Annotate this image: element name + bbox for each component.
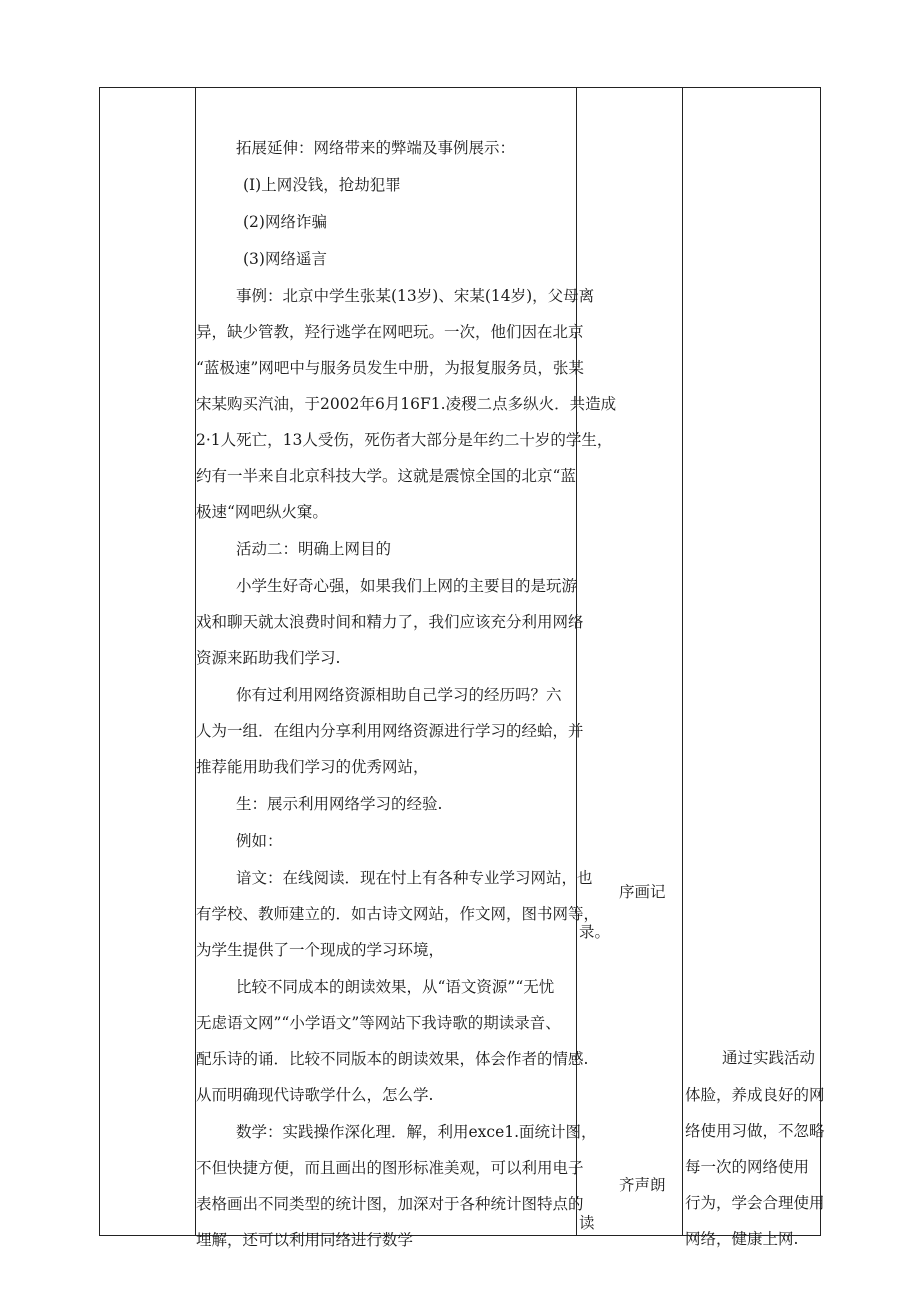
design-intent-line: 络使用习做，不忽略 (685, 1122, 825, 1140)
design-intent-line: 每一次的网络使用 (685, 1158, 810, 1176)
question-paragraph-line: 你有过利用网络资源相助自己学习的经历吗？六 (236, 686, 562, 704)
student-activity-text: 齐声朗 (619, 1176, 666, 1194)
purpose-paragraph-line: 戏和聊天就太浪费时间和精力了，我们应该充分利用网络 (196, 613, 584, 631)
math-example-line: 数学：实践操作深化理．解，利用exce1.面统计图， (236, 1123, 597, 1141)
case-paragraph-line: 2·1人死亡，13人受伤，死伤者大部分是年约二十岁的学生， (196, 431, 613, 449)
reading-example-line: 比较不同成本的朗读效果，从“语文资源”“无忧 (236, 978, 555, 996)
list-item: (I)上网没钱，抢劫犯罪 (243, 176, 401, 194)
list-item: (2)网络诈骗 (243, 213, 327, 231)
design-intent-line: 体脸，养成良好的网 (685, 1086, 825, 1104)
reading-example-line: 从而明确现代诗歌学什么，怎么学. (196, 1086, 434, 1104)
column-divider-3 (682, 88, 683, 1235)
student-line: 生：展示利用网络学习的经验. (236, 795, 443, 813)
list-item: (3)网络遥言 (243, 250, 327, 268)
case-paragraph-line: 约有一半来自北京科技大学。这就是震惊全国的北京“蓝 (196, 467, 576, 485)
chinese-example-line: 谙文：在线阅读．现在忖上有各种专业学习网站，也 (236, 869, 593, 887)
case-paragraph-line: 异，缺少管教，羟行逃学在网吧玩。一次，他们因在北京 (196, 323, 584, 341)
student-activity-text: 读 (579, 1214, 595, 1232)
purpose-paragraph-line: 小学生好奇心强，如果我们上网的主要目的是玩游 (236, 577, 578, 595)
design-intent-line: 行为，学会合理使用 (685, 1194, 825, 1212)
activity-two-heading: 活动二：明确上网目的 (236, 540, 392, 558)
question-paragraph-line: 推荐能用助我们学习的优秀网站， (196, 758, 429, 776)
student-activity-text: 序画记 (619, 883, 666, 901)
teaching-process-column (196, 88, 676, 1249)
math-example-line: 不但快捷方便，而且画出的图形标准美观，可以利用电子 (196, 1159, 584, 1177)
student-activity-text: 录。 (579, 923, 611, 941)
example-label: 例如： (236, 832, 283, 850)
lesson-table (99, 87, 825, 1249)
purpose-paragraph-line: 资源来跖助我们学习. (196, 649, 341, 667)
case-paragraph-line: 事例：北京中学生张某(13岁)、宋某(14岁)，父母离 (236, 287, 595, 305)
case-paragraph-line: “蓝极速”网吧中与服务员发生中册，为报复服务员，张某 (196, 359, 584, 377)
reading-example-line: 无虑语文网”“小学语文”等网站下我诗歌的期读录音、 (196, 1014, 561, 1032)
case-paragraph-line: 极速“网吧纵火窠。 (196, 503, 328, 521)
chinese-example-line: 有学校、教师建立的．如古诗文网站，作文网，图书网等， (196, 905, 600, 923)
chinese-example-line: 为学生提供了一个现成的学习环境， (196, 941, 445, 959)
extension-heading: 拓展延伸：网络带来的弊端及事例展示： (236, 139, 516, 157)
math-example-line: 埋解，还可以利用同络进行数学 (196, 1231, 414, 1249)
math-example-line: 表格画出不同类型的统计图，加深对于各种统计图特点的 (196, 1195, 584, 1213)
design-intent-line: 通过实践活动 (722, 1049, 816, 1067)
case-paragraph-line: 宋某购买汽油，于2002年6月16F1.凌稷二点多纵火．共造成 (196, 395, 617, 413)
reading-example-line: 配乐诗的诵．比较不同版本的朗读效果，体会作者的情感. (196, 1050, 589, 1068)
design-intent-line: 网络，健康上网. (685, 1230, 799, 1248)
question-paragraph-line: 人为一组．在组内分享利用网络资源进行学习的经蛤，并 (196, 722, 584, 740)
